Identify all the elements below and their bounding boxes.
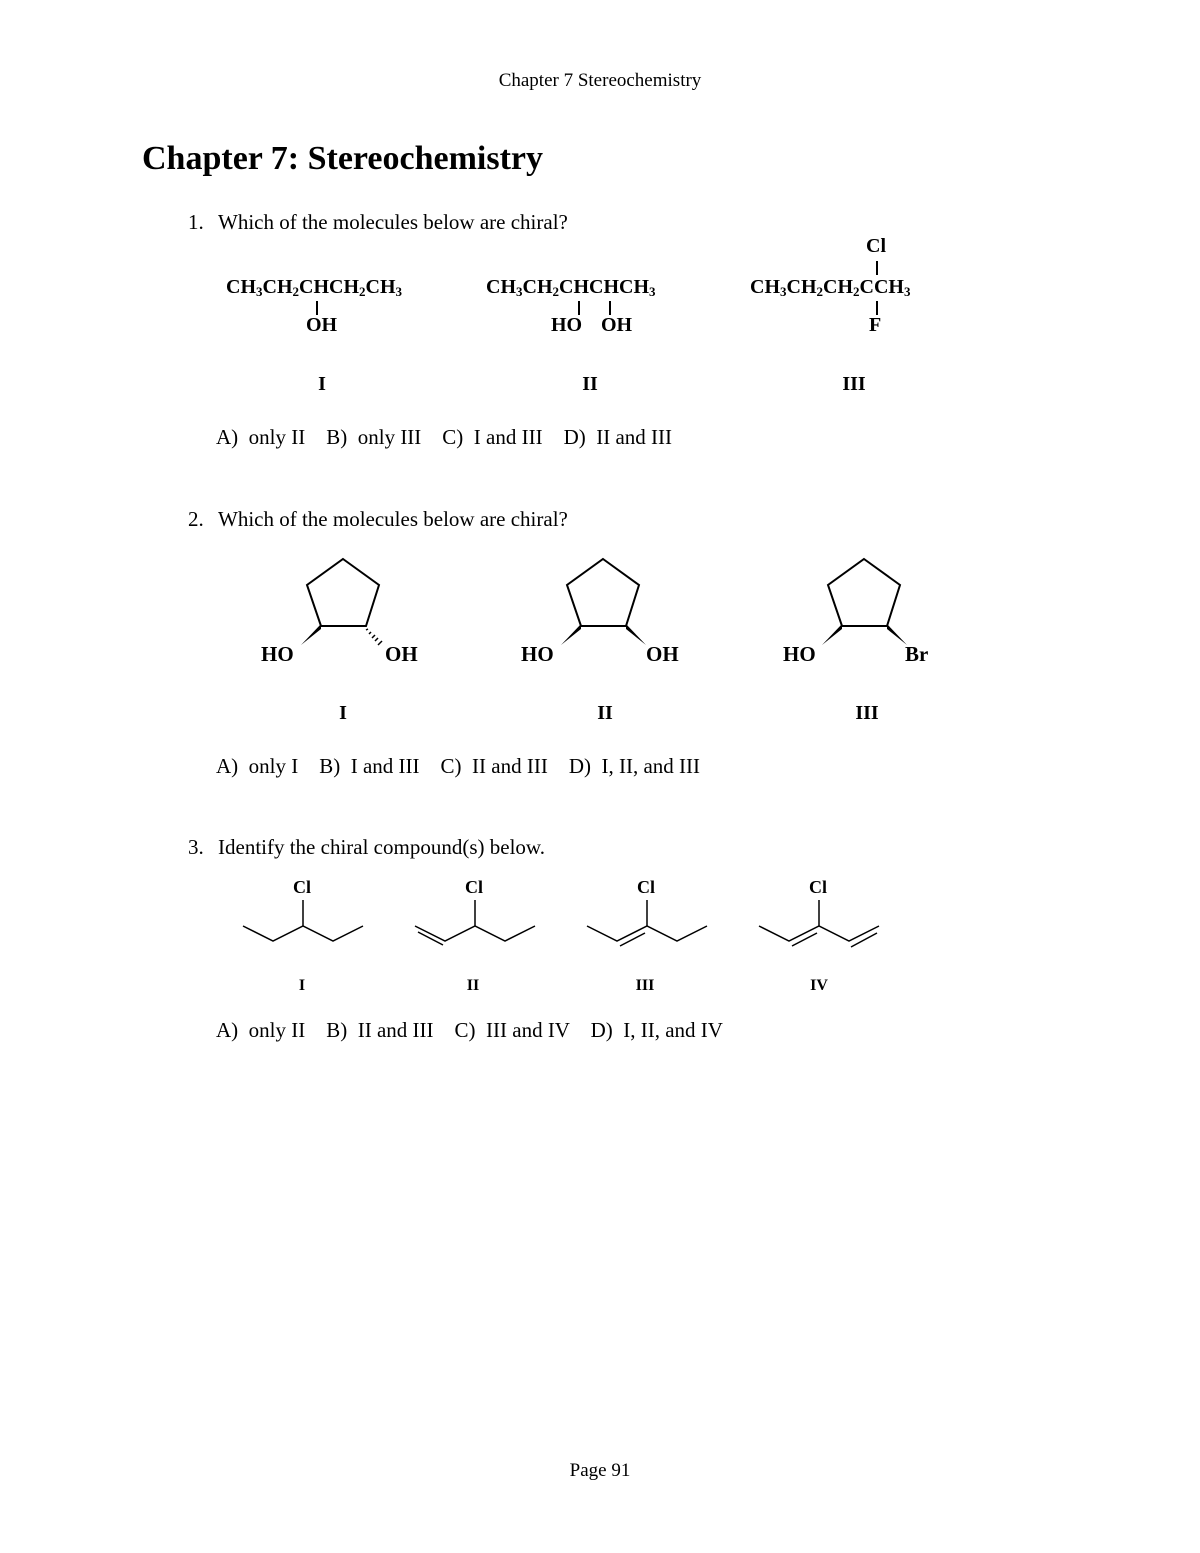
q2-ring-III-wedge-left (822, 624, 842, 645)
q2-label-III: III (855, 702, 879, 724)
q2-ring-I-left: HO (261, 642, 294, 666)
question-3 (188, 835, 545, 860)
q1-label-III: III (842, 373, 866, 395)
question-2-prompt: Which of the molecules below are chiral? (218, 507, 568, 531)
question-3-prompt: Identify the chiral compound(s) below. (218, 835, 545, 859)
question-2-answers: A) only I B) I and III C) II and III D) I, II, and III (216, 754, 701, 778)
question-3-answers: A) only II B) II and III C) III and IV D) I, II, and IV (216, 1018, 723, 1042)
q3-label-II: II (466, 977, 480, 994)
q3-structure-IV-cl: Cl (809, 877, 827, 897)
page-number: Page 91 (569, 1460, 631, 1481)
question-2-number: 2. (188, 507, 204, 531)
q1-label-I: I (318, 373, 326, 395)
q3-structure-I (243, 900, 363, 941)
q3-label-III: III (635, 977, 655, 994)
q2-ring-I-hash (366, 629, 382, 645)
question-1-prompt: Which of the molecules below are chiral? (218, 210, 568, 234)
q1-molecule-II-formula: $CH_3CH_2CHCHCH_3$ (486, 276, 656, 299)
q3-structure-III-cl: Cl (637, 877, 655, 897)
q2-label-I: I (339, 702, 347, 724)
question-1-number: 1. (188, 210, 204, 234)
q1-molecule-I-oh: OH (306, 314, 338, 336)
q2-ring-II-right: OH (646, 642, 679, 666)
q2-ring-I-right: OH (385, 642, 418, 666)
q3-structure-II (415, 900, 535, 945)
q1-molecule-II-ho: HO (551, 314, 583, 336)
question-1-answers: A) only II B) only III C) I and III D) II and III (216, 425, 673, 449)
q3-label-I: I (298, 977, 306, 994)
q2-ring-I (307, 559, 379, 626)
q3-structure-II-cl: Cl (465, 877, 483, 897)
q1-molecule-III-formula: $CH_3CH_2CH_2CCH_3$ (750, 276, 911, 299)
q2-ring-II-left: HO (521, 642, 554, 666)
q1-label-II: II (582, 373, 598, 395)
q2-ring-II (567, 559, 639, 626)
q2-ring-III-left: HO (783, 642, 816, 666)
chapter-title: Chapter 7: Stereochemistry (142, 140, 543, 177)
q1-molecule-I-formula: $CH_3CH_2CHCH_2CH_3$ (226, 276, 402, 299)
q1-molecule-III-f: F (869, 314, 882, 336)
q3-label-IV: IV (810, 977, 828, 994)
question-3-number: 3. (188, 835, 204, 859)
q2-ring-III-right: Br (905, 642, 929, 666)
q2-ring-III (828, 559, 900, 626)
q1-molecule-II-oh: OH (601, 314, 633, 336)
running-header: Chapter 7 Stereochemistry (498, 70, 702, 91)
q2-ring-III-wedge-right (887, 624, 907, 645)
q3-structure-I-cl: Cl (293, 877, 311, 897)
q2-ring-II-wedge-left (561, 624, 581, 645)
q3-structure-III (587, 900, 707, 946)
q2-ring-I-wedge (301, 624, 321, 645)
q2-ring-II-wedge-right (626, 624, 646, 645)
q2-label-II: II (597, 702, 613, 724)
q3-structure-IV (759, 900, 879, 947)
q1-molecule-III-cl: Cl (866, 235, 886, 257)
